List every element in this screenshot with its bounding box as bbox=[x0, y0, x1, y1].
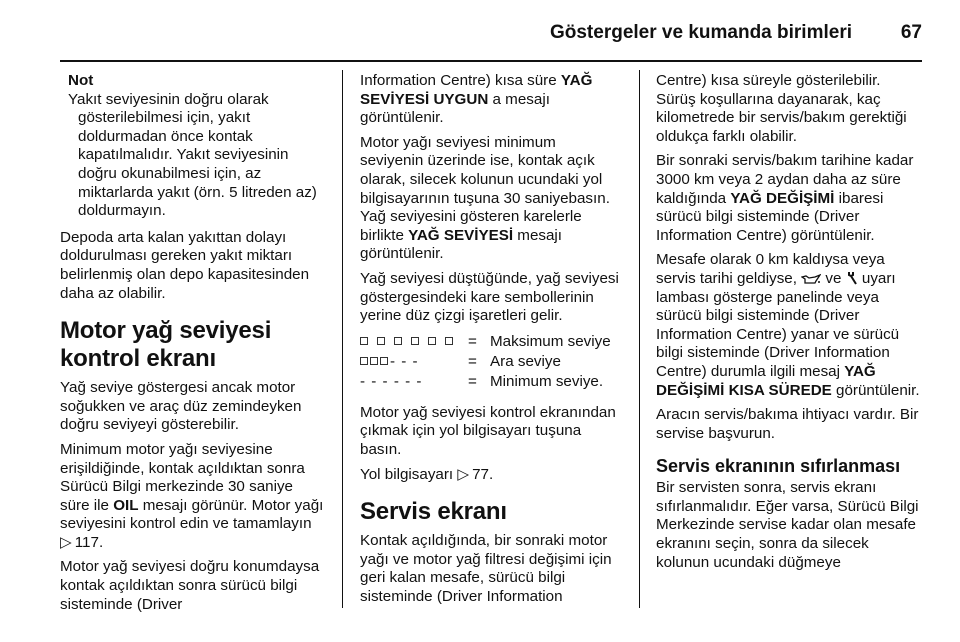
column-divider bbox=[639, 70, 640, 608]
text-run: mesajı görüntülenir. bbox=[360, 226, 563, 263]
level-symbol bbox=[360, 352, 468, 372]
level-equals: = bbox=[468, 352, 477, 370]
text-run: Minimum motor yağı seviyesine erişildiğinde, kontak açıldıktan sonra Sürücü Bilgi merkezinde 30 saniye süre ile bbox=[60, 440, 305, 514]
text-run: ibaresi sürücü bilgi sisteminde (Driver Information Centre) görüntülenir. bbox=[656, 189, 884, 244]
paragraph bbox=[360, 134, 622, 264]
paragraph: Centre) kısa süreyle gösterilebilir. Sürüş koşullarına dayanarak, kaç kilometrede bir servis/bakım gerektiği oldukça farklı olabilir. bbox=[656, 72, 907, 145]
paragraph bbox=[60, 441, 326, 553]
level-symbol bbox=[360, 332, 468, 352]
square-icon bbox=[394, 337, 402, 345]
level-row-min bbox=[360, 372, 622, 392]
square-icon bbox=[380, 357, 388, 365]
paragraph: Yağ seviyesi düştüğünde, yağ seviyesi göstergesindeki kare sembollerinin yerine düz çizgi işaretleri gelir. bbox=[360, 269, 619, 325]
bold-text: YAĞ DEĞİŞİMİ bbox=[730, 189, 835, 207]
note-body bbox=[68, 91, 326, 221]
text-run: Motor yağı seviyesi minimum seviyenin üzerinde ise, kontak açık olarak, silecek kolunun ucundaki yol bilgisayarının tuşuna 30 saniyebasın. Yağ seviyesini gösteren karelerle birlikte bbox=[360, 133, 610, 244]
bold-text: YAĞ SEVİYESİ UYGUN bbox=[360, 72, 593, 108]
text-run: Bir sonraki servis/bakım tarihine kadar 3000 km veya 2 aydan daha az süre kaldığında bbox=[656, 152, 914, 207]
page-ref-link[interactable]: 77. bbox=[472, 465, 494, 483]
page-ref-icon: ▷ bbox=[60, 533, 75, 551]
level-symbol bbox=[360, 372, 468, 392]
text-run: ve bbox=[821, 269, 846, 287]
note-line: doldurmayın. bbox=[78, 202, 166, 220]
paragraph: Motor yağ seviyesi doğru konumdaysa kontak açıldıktan sonra sürücü bilgi sisteminde (Driver bbox=[60, 558, 320, 613]
paragraph: Motor yağ seviyesi kontrol ekranından çıkmak için yol bilgisayarı tuşuna basın. bbox=[360, 403, 616, 458]
note-line: Yakıt seviyesinin doğru olarak bbox=[68, 90, 269, 108]
section-heading: Servis ekranının sıfırlanması bbox=[656, 456, 901, 477]
bold-text: YAĞ SEVİYESİ bbox=[408, 226, 514, 244]
paragraph bbox=[656, 152, 924, 245]
level-label: Ara seviye bbox=[490, 352, 561, 370]
note-line: doldurmadan önce kontak bbox=[78, 127, 253, 145]
header-rule bbox=[60, 60, 922, 62]
page-ref-link[interactable]: 117. bbox=[74, 533, 104, 551]
paragraph: Aracın servis/bakıma ihtiyacı vardır. Bir servise başvurun. bbox=[656, 406, 919, 442]
bold-text: YAĞ DEĞİŞİMİ KISA SÜREDE bbox=[656, 362, 876, 399]
square-icon bbox=[428, 337, 436, 345]
wrench-icon bbox=[846, 271, 858, 285]
square-icon bbox=[445, 337, 453, 345]
note-line: miktarlarda yakıt (örn. 5 litreden az) bbox=[78, 183, 317, 201]
bold-text: OIL bbox=[113, 496, 139, 514]
page-title: Göstergeler ve kumanda birimleri bbox=[549, 22, 852, 43]
square-icon bbox=[377, 337, 385, 345]
oil-can-icon bbox=[801, 273, 821, 285]
square-icon bbox=[360, 357, 368, 365]
page-number: 67 bbox=[900, 22, 922, 43]
level-row-max bbox=[360, 332, 622, 352]
paragraph bbox=[360, 466, 622, 485]
paragraph bbox=[360, 72, 622, 128]
level-label: Minimum seviye. bbox=[490, 372, 604, 390]
paragraph: Kontak açıldığında, bir sonraki motor yağı ve motor yağ filtresi değişimi için geri kalan mesafe, sürücü bilgi sisteminde (Driver Information bbox=[360, 532, 612, 605]
note-line: kapatılmalıdır. Yakıt seviyesinin bbox=[78, 146, 289, 164]
paragraph: Bir servisten sonra, servis ekranı sıfırlanmalıdır. Eğer varsa, Sürücü Bilgi Merkezinde servise kadar olan mesafe ekranını seçin, sonra da silecek kolunun ucundaki düğmeye bbox=[656, 479, 919, 571]
paragraph: Depoda arta kalan yakıttan dolayı doldurulması gereken yakıt miktarı belirlenmiş olan depo kapasitesinden daha az olabilir. bbox=[60, 228, 310, 302]
column-1 bbox=[60, 72, 326, 620]
text-run: uyarı lambası gösterge panelinde veya sürücü bilgi sisteminde (Driver Information Centre) yanar ve sürücü bilgi sisteminde (Driver Information Centre) durumla ilgili mesaj bbox=[656, 269, 900, 380]
level-equals: = bbox=[468, 372, 477, 390]
level-label: Maksimum seviye bbox=[490, 332, 611, 350]
note-box bbox=[60, 72, 326, 221]
text-run: görüntülenir. bbox=[831, 381, 920, 399]
note-line: doğru okunabilmesi için, az bbox=[78, 164, 262, 182]
text-run: a mesajı görüntülenir. bbox=[360, 90, 550, 127]
square-icon bbox=[370, 357, 378, 365]
text-run: Information Centre) kısa süre bbox=[360, 72, 561, 89]
level-row-mid bbox=[360, 352, 622, 372]
dash-symbol: - - - - - - bbox=[360, 372, 423, 390]
column-divider bbox=[342, 70, 343, 608]
square-icon bbox=[411, 337, 419, 345]
column-2 bbox=[360, 72, 622, 612]
oil-level-legend bbox=[360, 332, 622, 392]
column-3 bbox=[656, 72, 924, 578]
section-heading: Motor yağ seviyesi kontrol ekranı bbox=[60, 317, 272, 373]
dash-symbol: - - - bbox=[390, 352, 419, 370]
text-run: mesajı görünür. Motor yağı seviyesini kontrol edin ve tamamlayın bbox=[60, 496, 324, 533]
paragraph bbox=[656, 251, 924, 400]
page-header bbox=[60, 18, 922, 48]
note-line: gösterilebilmesi için, yakıt bbox=[78, 109, 251, 127]
section-heading: Servis ekranı bbox=[360, 498, 507, 526]
square-icon bbox=[360, 337, 368, 345]
note-title: Not bbox=[68, 72, 94, 89]
level-equals: = bbox=[468, 332, 477, 350]
page-ref-icon: ▷ bbox=[457, 465, 473, 483]
text-run: Yol bilgisayarı bbox=[360, 465, 458, 483]
paragraph: Yağ seviye göstergesi ancak motor soğukken ve araç düz zemindeyken doğru seviyeyi gösterebilir. bbox=[60, 379, 302, 434]
text-run: Mesafe olarak 0 km kaldıysa veya servis tarihi geldiyse, bbox=[656, 251, 885, 287]
